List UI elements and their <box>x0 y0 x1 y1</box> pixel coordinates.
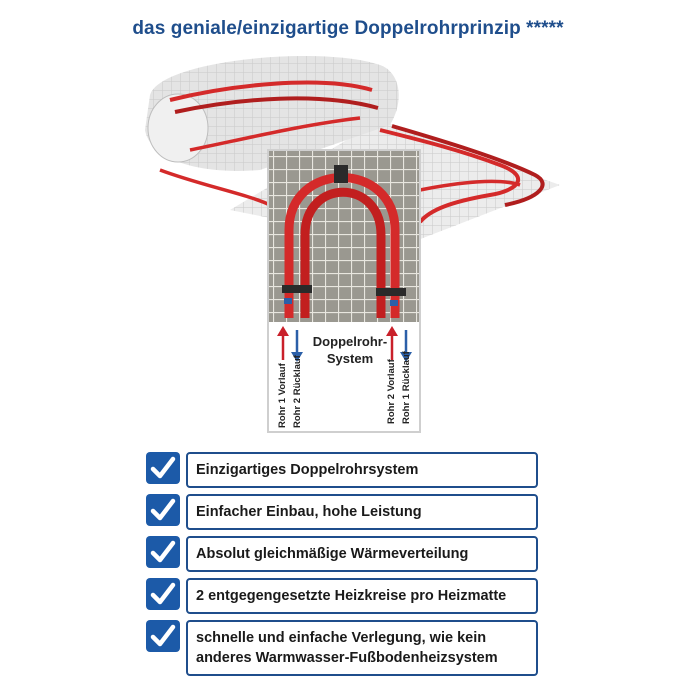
checkmark-icon <box>146 620 180 652</box>
system-label-line1: Doppelrohr- <box>312 334 388 349</box>
checkmark-icon <box>146 452 180 484</box>
system-label-line2: System <box>326 351 374 366</box>
feature-text: schnelle und einfache Verlegung, wie kein anderes Warmwasser-Fußbodenheizsystem <box>186 620 538 676</box>
headline: das geniale/einzigartige Doppelrohrprinzip ***** <box>132 18 564 39</box>
checkmark-icon <box>146 536 180 568</box>
checkmark-icon <box>146 494 180 526</box>
feature-text: Einzigartiges Doppelrohrsystem <box>186 452 538 488</box>
pipe-label-left-2: Rohr 2 Rücklauf <box>292 355 303 428</box>
feature-text: Absolut gleichmäßige Wärmeverteilung <box>186 536 538 572</box>
double-pipe-inset <box>268 150 420 432</box>
system-label <box>305 333 395 367</box>
feature-text: Einfacher Einbau, hohe Leistung <box>186 494 538 530</box>
pipe-label-right-2: Rohr 1 Rücklauf <box>401 351 412 424</box>
pipe-label-right-1: Rohr 2 Vorlauf <box>386 359 397 424</box>
pipe-label-left-1: Rohr 1 Vorlauf <box>277 363 288 428</box>
checkmark-icon <box>146 578 180 610</box>
feature-text: 2 entgegengesetzte Heizkreise pro Heizmatte <box>186 578 538 614</box>
